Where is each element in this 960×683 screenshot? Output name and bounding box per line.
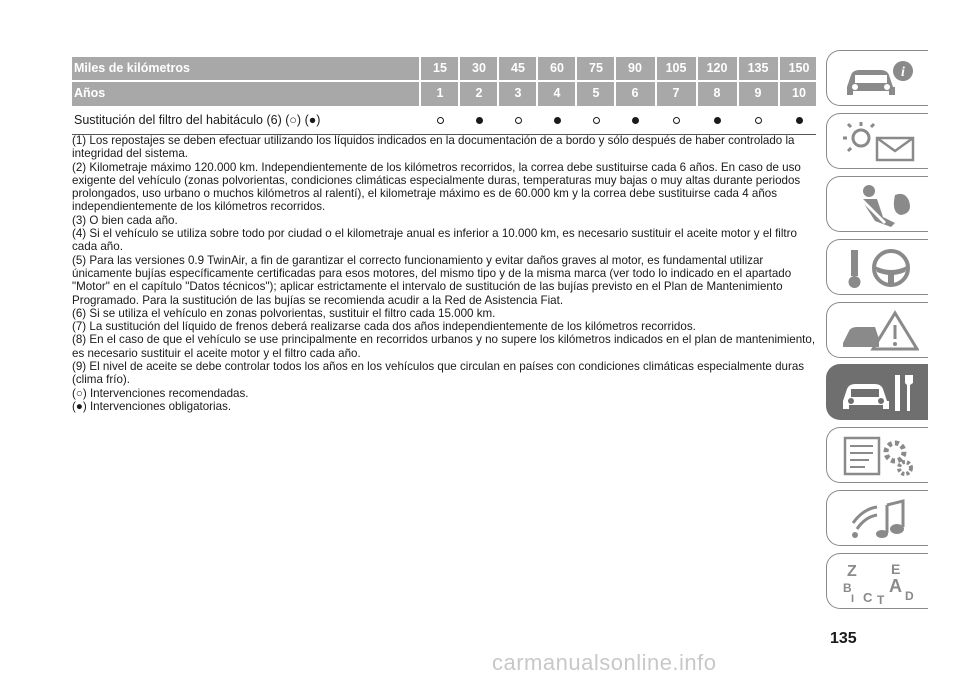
header-years-label: Años	[74, 86, 106, 100]
index-letter: B	[843, 581, 852, 596]
legend-mandatory: (●) Intervenciones obligatorias.	[72, 399, 232, 413]
footnote: (7) La sustitución del líquido de frenos deberá realizarse cada dos años independientemente de los kilómetros recorridos.	[72, 320, 696, 334]
maintenance-mark	[539, 106, 575, 134]
recommended-mark-icon	[673, 117, 680, 124]
tab-index[interactable]	[826, 553, 928, 609]
header-year-cell: 10	[792, 86, 806, 100]
maintenance-mark	[500, 106, 536, 134]
header-year-cell: 7	[672, 86, 680, 100]
header-km-label: Miles de kilómetros	[74, 61, 191, 75]
header-year-cell: 2	[475, 86, 483, 100]
tab-maintenance[interactable]	[826, 364, 928, 420]
footnotes	[72, 134, 816, 413]
mandatory-mark-icon	[714, 117, 721, 124]
header-km-cell: 75	[589, 61, 603, 75]
index-letter: E	[891, 561, 901, 578]
emergency-warning-triangle-icon	[839, 309, 919, 353]
header-year-cell: 9	[754, 86, 762, 100]
header-year-cell: 3	[514, 86, 522, 100]
header-km-cell: 90	[628, 61, 642, 75]
recommended-mark-icon	[515, 117, 522, 124]
footnote: (3) O bien cada año.	[72, 213, 178, 227]
tab-technical-data[interactable]	[826, 427, 928, 483]
chapter-sidebar	[826, 50, 928, 616]
tab-car-info[interactable]	[826, 50, 928, 106]
maintenance-mark	[461, 106, 497, 134]
index-letter: Z	[847, 563, 857, 581]
footnote: (8) En el caso de que el vehículo se use principalmente en recorridos urbanos y no supere los kilómetros indicados en el plan de mantenimiento, es necesario sustituir el aceite motor y el filtro cada año.	[72, 333, 816, 360]
header-year-cell: 4	[553, 86, 561, 100]
header-km-cell: 15	[433, 61, 447, 75]
key-steering-wheel-icon	[839, 246, 919, 290]
header-km-cell: 30	[472, 61, 486, 75]
maintenance-table	[72, 57, 816, 135]
header-km-cell: 105	[665, 61, 687, 75]
footnote: (2) Kilometraje máximo 120.000 km. Independientemente de los kilómetros recorridos, la correa debe sustituirse cada 6 años. En caso de uso exigente del vehículo (zonas polvorientas, condiciones climáticas especialmente duras, temperaturas muy bajas o muy altas durante periodos prolongados, uso urbano o muchos kilómetros al ralentí), el kilometraje máximo es de 60.000 km y la correa debe sustituirse cada 4 años independientemente de los kilómetros recorridos.	[72, 160, 801, 214]
footnote: (1) Los repostajes se deben efectuar utilizando los líquidos indicados en la documentación de a bordo y sólo después de haber controlado la integridad del sistema.	[72, 134, 795, 161]
maintenance-mark	[422, 106, 458, 134]
car-info-icon	[839, 57, 919, 101]
mandatory-mark-icon	[476, 117, 483, 124]
index-letter: T	[877, 593, 885, 605]
cabin-filter-label: Sustitución del filtro del habitáculo (6) (○) (●)	[74, 113, 321, 127]
index-letter: D	[905, 589, 914, 604]
recommended-mark-icon	[437, 117, 444, 124]
tab-safety[interactable]	[826, 176, 928, 232]
alphabetical-index-icon	[839, 560, 919, 604]
safety-seatbelt-airbag-icon	[839, 183, 919, 227]
watermark: carmanualsonline.info	[492, 650, 717, 675]
recommended-mark-icon	[755, 117, 762, 124]
tab-emergency[interactable]	[826, 302, 928, 358]
maintenance-mark	[578, 106, 614, 134]
recommended-mark-icon	[593, 117, 600, 124]
maintenance-mark	[781, 106, 817, 134]
maintenance-mark	[699, 106, 735, 134]
legend-recommended: (○) Intervenciones recomendadas.	[72, 386, 249, 400]
warning-lights-envelope-icon	[839, 120, 919, 164]
technical-data-gears-icon	[839, 434, 919, 478]
page-number: 135	[830, 630, 857, 647]
header-km-cell: 135	[747, 61, 769, 75]
header-km-cell: 150	[788, 61, 810, 75]
header-km-cell: 60	[550, 61, 564, 75]
svg-text:i: i	[901, 65, 905, 80]
tab-warning-lights[interactable]	[826, 113, 928, 169]
header-km-cell: 120	[706, 61, 728, 75]
car-maintenance-wrench-icon	[839, 371, 919, 415]
footnote: (5) Para las versiones 0.9 TwinAir, a fin de garantizar el correcto funcionamiento y evitar daños graves al motor, es fundamental utilizar únicamente bujías específicamente certificadas para esos motores, del mismo tipo y de la misma marca (ver todo lo indicado en el apartado "Motor" en el capítulo "Datos técnicos"); aplicar estrictamente el intervalo de sustitución de las bujías previsto en el Plan de Mantenimiento Programado. Para la sustitución de las bujías se recomienda acudir a la Red de Asistencia Fiat.	[72, 253, 792, 307]
maintenance-mark	[658, 106, 694, 134]
tab-starting[interactable]	[826, 239, 928, 295]
header-year-cell: 6	[631, 86, 639, 100]
mandatory-mark-icon	[632, 117, 639, 124]
header-row-years	[72, 82, 816, 106]
footnote: (4) Si el vehículo se utiliza sobre todo por ciudad o el kilometraje anual es inferior a 10.000 km, es necesario sustituir el aceite motor y el filtro cada año.	[72, 227, 797, 254]
header-year-cell: 5	[592, 86, 600, 100]
index-letter: I	[851, 593, 855, 605]
footnote: (6) Si se utiliza el vehículo en zonas polvorientas, sustituir el filtro cada 15.000 km.	[72, 306, 496, 320]
header-km-cell: 45	[511, 61, 525, 75]
header-row-km	[72, 57, 816, 80]
footnote: (9) El nivel de aceite se debe controlar todos los años en los vehículos que circulan en países con condiciones climáticas especialmente duras (clima frío).	[72, 360, 805, 387]
mandatory-mark-icon	[796, 117, 803, 124]
mandatory-mark-icon	[554, 117, 561, 124]
cabin-filter-row	[72, 106, 816, 135]
header-year-cell: 8	[713, 86, 721, 100]
multimedia-music-icon	[839, 497, 919, 541]
tab-multimedia[interactable]	[826, 490, 928, 546]
index-letter: A	[889, 576, 902, 597]
maintenance-mark	[740, 106, 776, 134]
maintenance-mark	[617, 106, 653, 134]
index-letter: C	[863, 590, 873, 605]
header-year-cell: 1	[436, 86, 444, 100]
